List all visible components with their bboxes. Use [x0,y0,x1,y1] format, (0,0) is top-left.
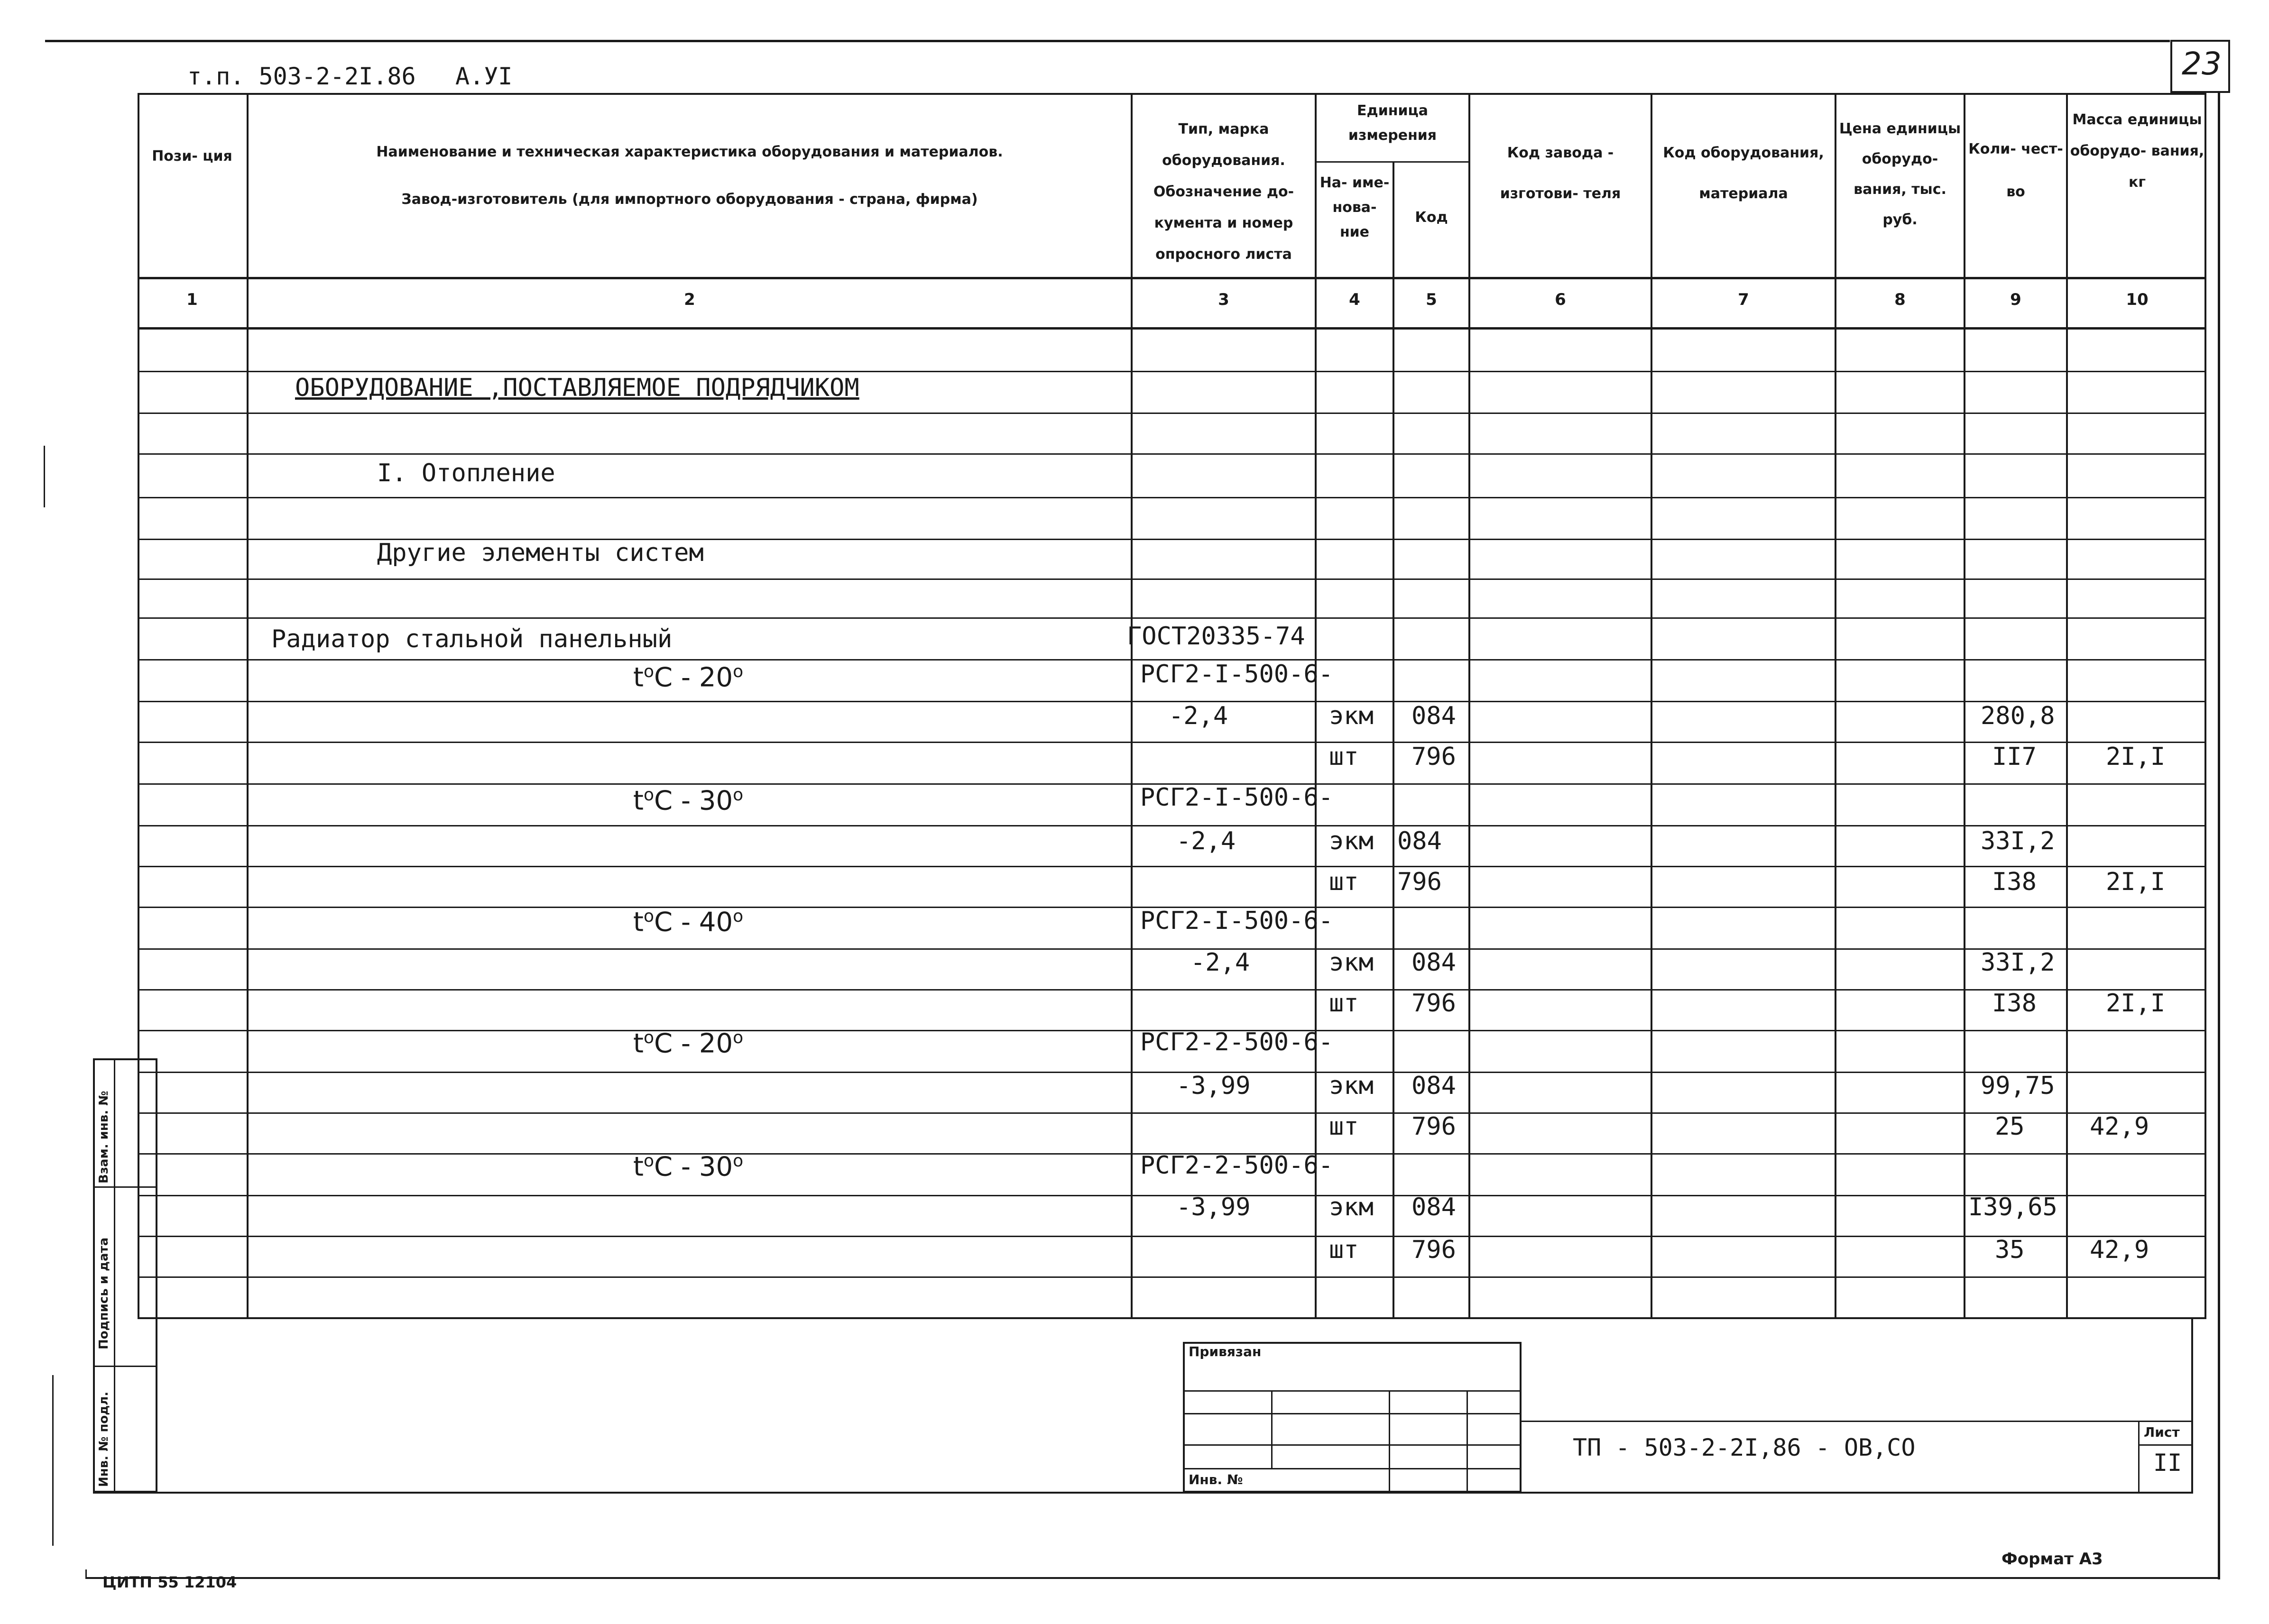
temp-value: C - 20 [654,662,733,693]
row-unit1: экм [1329,702,1374,730]
row-mark-suffix: -3,99 [1176,1193,1251,1221]
temp-symbol: t [633,662,644,693]
col-num-6: 6 [1555,290,1566,309]
row-unit2: шт [1329,868,1359,896]
side-stamp-row [93,1186,157,1188]
row-qty1: 33I,2 [1981,948,2055,977]
header-type-3: Обозначение до- [1153,184,1294,200]
row-mark: РСГ2-2-500-6- [1140,1028,1333,1056]
col-num-2: 2 [684,290,695,309]
header-type-5: опросного листа [1155,246,1292,263]
header-unit-name: На- име- нова- ние [1319,174,1390,240]
row-unit2: шт [1329,1112,1359,1141]
row-temp: $t^oC - 30^o$ [633,1151,744,1183]
row-line [138,578,2206,580]
sheet-box-left [2138,1421,2140,1493]
row-unit1: экм [1329,948,1374,977]
row-mark: РСГ2-I-500-6- [1140,660,1333,688]
row-mass: 42,9 [2090,1236,2149,1264]
bound-label: Привязан [1189,1344,1262,1359]
row-mass: 2I,I [2106,743,2166,771]
col-line-3 [1315,93,1317,1319]
col-line-7 [1835,93,1836,1319]
row-temp: $t^oC - 20^o$ [633,1028,744,1059]
bound-col [1467,1390,1468,1493]
row-qty2: I38 [1992,989,2037,1018]
bound-row [1183,1444,1522,1446]
margin-tick [52,1375,54,1546]
row-line [138,1072,2206,1073]
row-unit2: шт [1329,1236,1359,1264]
header-unit-code: Код [1415,209,1448,226]
row-qty1: 33I,2 [1981,827,2055,855]
row-line [138,989,2206,991]
sheet-label: Лист [2144,1424,2180,1440]
row-code1: 084 [1411,702,1456,730]
row-line [138,617,2206,619]
temp-value: C - 20 [654,1028,733,1059]
designation: ТП - 503-2-2I,86 - ОВ,СО [1573,1434,1916,1461]
sheet-box-mid [2138,1444,2193,1446]
row-code2: 796 [1411,743,1456,771]
header-type-4: кумента и номер [1154,215,1293,231]
header-equip-code: Код оборудования, материала [1663,145,1824,202]
header-factory: Код завода - изготови- теля [1500,145,1621,202]
row-mark-suffix: -2,4 [1190,948,1250,977]
row-mass: 2I,I [2106,868,2166,896]
temp-value: C - 30 [654,1151,733,1183]
footer-line [85,1569,87,1579]
temp-value: C - 30 [654,785,733,817]
col-num-1: 1 [186,290,198,309]
row-code1: 084 [1411,1072,1456,1100]
col-line-2 [1131,93,1133,1319]
col-line-5 [1468,93,1470,1319]
row-mass: 42,9 [2090,1112,2149,1141]
row-line [138,1195,2206,1196]
row-line [138,948,2206,950]
sheet-number: II [2153,1449,2182,1477]
temp-symbol: t [633,1151,644,1183]
header-name-line2: Завод-изготовитель (для импортного оборудования - страна, фирма) [401,191,978,208]
row-qty2: 25 [1995,1112,2025,1141]
row-qty2: I38 [1992,868,2037,896]
section-title: ОБОРУДОВАНИЕ ,ПОСТАВЛЯЕМОЕ ПОДРЯДЧИКОМ [295,374,859,402]
row-temp: $t^oC - 40^o$ [633,907,744,938]
bound-row [1183,1468,1522,1469]
row-line [138,742,2206,743]
col-line-1 [247,93,249,1319]
row-code2: 796 [1411,1112,1456,1141]
side-sign-date: Подпись и дата [97,1237,111,1349]
bound-col [1271,1390,1273,1468]
col-num-8: 8 [1894,290,1906,309]
row-code1: 084 [1397,827,1442,855]
bottom-frame-right [2191,1319,2193,1493]
row-line [138,453,2206,455]
header-name-line1: Наименование и техническая характеристика оборудования и материалов. [376,144,1003,160]
row-line [138,371,2206,372]
numbers-divider [138,327,2206,330]
row-line [138,413,2206,414]
col-line-4 [1393,161,1394,1319]
col-num-5: 5 [1426,290,1437,309]
side-inv-orig: Инв. № подл. [97,1391,111,1487]
row-unit2: шт [1329,743,1359,771]
row-code1: 084 [1411,1193,1456,1221]
bottom-frame-left [156,1319,157,1493]
header-type-1: Тип, марка [1178,121,1269,138]
row-mark-suffix: -2,4 [1169,702,1228,730]
col-num-9: 9 [2010,290,2021,309]
col-num-10: 10 [2126,290,2149,309]
subsection-title [377,459,555,487]
doc-reference: т.п. 503-2-2I.86 [187,63,416,90]
col-num-7: 7 [1738,290,1749,309]
row-unit2: шт [1329,989,1359,1018]
row-mark-suffix: -2,4 [1176,827,1236,855]
page-number: 23 [2182,46,2222,82]
row-code1: 084 [1411,948,1456,977]
album-number: А.УI [455,63,513,90]
subsection-text: I. Отопление [377,459,555,487]
designation-top-line [1522,1421,2193,1422]
row-code2: 796 [1397,868,1442,896]
row-qty2: 35 [1995,1236,2025,1264]
row-line [138,497,2206,498]
header-type-2: оборудования. [1162,152,1285,169]
row-temp: $t^oC - 20^o$ [633,662,744,693]
margin-tick [44,446,45,507]
header-unit: Единица измерения [1348,102,1437,144]
row-mass: 2I,I [2106,989,2166,1018]
item-standard: ГОСТ20335-74 [1127,622,1305,651]
header-price: Цена единицы оборудо- вания, тыс. руб. [1839,120,1961,228]
side-stamp-row [93,1366,157,1367]
temp-symbol: t [633,785,644,817]
col-line-9 [2066,93,2068,1319]
temp-symbol: t [633,907,644,938]
row-code2: 796 [1411,1236,1456,1264]
header-divider [138,277,2206,279]
col-num-4: 4 [1349,290,1360,309]
group-title: Другие элементы систем [377,539,704,567]
row-code2: 796 [1411,989,1456,1018]
print-code: ЦИТП 55 12104 [102,1573,237,1591]
bound-col [1389,1390,1390,1493]
row-line [138,1276,2206,1278]
bound-row [1183,1413,1522,1414]
header-mass: Масса единицы оборудо- вания, кг [2070,111,2204,191]
row-line [138,866,2206,867]
row-qty1: 99,75 [1981,1072,2055,1100]
row-mark: РСГ2-I-500-6- [1140,783,1333,812]
side-inv-replace: Взам. инв. № [97,1091,111,1184]
temp-symbol: t [633,1028,644,1059]
col-line-6 [1651,93,1652,1319]
bound-row [1183,1390,1522,1392]
outer-bottom-line [85,1577,2220,1579]
row-line [138,1236,2206,1237]
outer-right-line [2218,93,2220,1579]
temp-value: C - 40 [654,907,733,938]
col-line-8 [1964,93,1965,1319]
side-stamp-divider [114,1058,115,1493]
row-mark: РСГ2-2-500-6- [1140,1151,1333,1180]
header-qty: Коли- чест- во [1968,141,2063,200]
row-temp: $t^oC - 30^o$ [633,785,744,817]
bound-block [1183,1342,1522,1493]
format-label: Формат А3 [2002,1550,2103,1569]
row-line [138,825,2206,826]
item-name: Радиатор стальной панельный [271,625,673,653]
header-position: Пози- ция [152,148,232,165]
bottom-frame-bottom [93,1492,2193,1494]
row-qty1: I39,65 [1968,1193,2057,1221]
row-qty2: II7 [1992,743,2037,771]
row-unit1: экм [1329,827,1374,855]
unit-subheader-line [1315,161,1470,163]
row-qty1: 280,8 [1981,702,2055,730]
row-unit1: экм [1329,1072,1374,1100]
row-mark-suffix: -3,99 [1176,1072,1251,1100]
inv-no-label: Инв. № [1189,1472,1243,1487]
row-unit1: экм [1329,1193,1374,1221]
row-mark: РСГ2-I-500-6- [1140,907,1333,935]
row-line [138,1112,2206,1114]
col-num-3: 3 [1218,290,1229,309]
top-border-line [45,40,2170,42]
